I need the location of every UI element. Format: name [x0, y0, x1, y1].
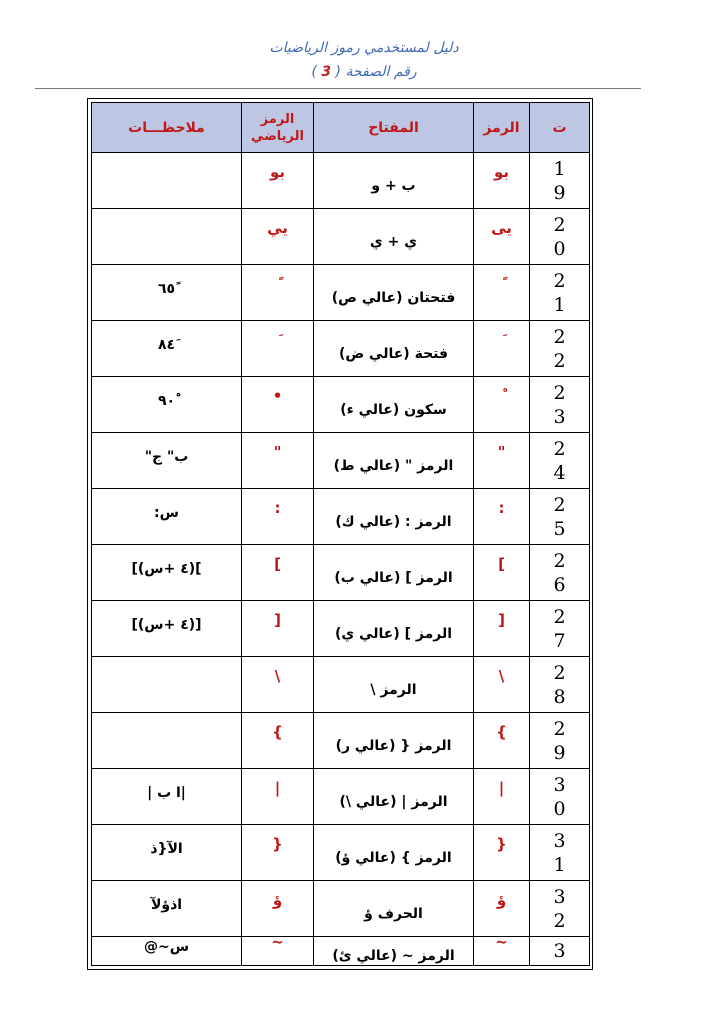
index-cell [530, 545, 590, 601]
key-cell [314, 489, 474, 545]
header-divider [35, 88, 641, 89]
index-cell [530, 881, 590, 937]
math-symbol-text: " [273, 442, 282, 461]
math-symbol-cell [242, 433, 314, 489]
symbol-text: [ [498, 610, 505, 629]
table-row [92, 825, 590, 881]
symbol-cell [474, 153, 530, 209]
math-symbol-text: [ [274, 610, 281, 629]
key-text: الرمز } (عالي ؤ) [335, 849, 452, 866]
math-symbol-cell [242, 881, 314, 937]
key-cell [314, 209, 474, 265]
symbol-cell [474, 657, 530, 713]
symbol-text: ؤ [496, 890, 507, 909]
symbol-cell [474, 769, 530, 825]
notes-cell [92, 209, 242, 265]
math-symbol-cell [242, 713, 314, 769]
index-text: 2 6 [553, 549, 566, 596]
symbol-cell [474, 433, 530, 489]
notes-cell [92, 713, 242, 769]
index-cell [530, 433, 590, 489]
document-title: دليل لمستخدمي رموز الرياضيات [269, 40, 459, 56]
key-cell [314, 321, 474, 377]
table-row [92, 937, 590, 966]
symbol-cell [474, 489, 530, 545]
notes-text: س~@ [143, 939, 190, 955]
table-row [92, 265, 590, 321]
notes-text: [(٤ +س)] [131, 616, 202, 633]
math-symbol-text: ؤ [272, 890, 283, 909]
notes-cell [92, 489, 242, 545]
key-cell [314, 433, 474, 489]
index-text: 3 0 [553, 773, 566, 820]
index-text: 2 8 [553, 661, 566, 708]
notes-cell [92, 433, 242, 489]
index-text: 2 0 [553, 213, 566, 260]
math-symbol-cell [242, 489, 314, 545]
symbol-text: } [496, 722, 507, 741]
math-symbol-text: بو [269, 162, 286, 181]
key-cell [314, 769, 474, 825]
notes-text: ٩٠ْ [157, 392, 176, 409]
math-symbol-text: • [272, 386, 283, 405]
symbols-table-frame [87, 98, 593, 970]
notes-cell [92, 265, 242, 321]
table-row [92, 153, 590, 209]
notes-cell [92, 881, 242, 937]
symbol-cell [474, 265, 530, 321]
key-text: الرمز ] (عالي ي) [334, 625, 453, 642]
key-text: الحرف ؤ [364, 905, 423, 922]
symbol-cell [474, 601, 530, 657]
math-symbol-text: يي [267, 218, 288, 237]
index-cell [530, 377, 590, 433]
math-symbol-cell [242, 377, 314, 433]
symbols-table [91, 102, 590, 966]
index-cell [530, 825, 590, 881]
math-symbol-cell [242, 937, 314, 966]
notes-cell [92, 545, 242, 601]
table-row [92, 601, 590, 657]
key-text: ي + ي [369, 233, 418, 250]
index-text: 3 [553, 940, 566, 962]
symbol-cell [474, 377, 530, 433]
table-row [92, 713, 590, 769]
table-row [92, 881, 590, 937]
page-label: رقم الصفحة ( [335, 64, 417, 80]
symbol-cell [474, 825, 530, 881]
key-text: سكون (عالي ء) [340, 401, 447, 418]
key-cell [314, 881, 474, 937]
notes-cell [92, 769, 242, 825]
math-symbol-text: | [274, 778, 281, 797]
symbol-text: : [498, 498, 505, 517]
math-symbol-cell [242, 769, 314, 825]
index-cell [530, 209, 590, 265]
symbol-text: يى [491, 218, 512, 237]
math-symbol-cell [242, 601, 314, 657]
key-text: الرمز ] (عالي ب) [334, 569, 453, 586]
symbol-text: ~ [495, 936, 508, 951]
table-header-row [92, 103, 590, 153]
index-cell [530, 657, 590, 713]
key-text: ب + و [371, 177, 416, 194]
math-symbol-text: \ [274, 666, 281, 685]
index-cell [530, 265, 590, 321]
key-text: الرمز " (عالي ط) [333, 457, 454, 474]
notes-cell [92, 937, 242, 966]
symbol-cell [474, 713, 530, 769]
col-header-key: المفتاح [314, 103, 474, 153]
table-row [92, 769, 590, 825]
table-row [92, 377, 590, 433]
index-text: 2 4 [553, 437, 566, 484]
index-text: 3 1 [553, 829, 566, 876]
math-symbol-text: } [272, 722, 283, 741]
math-symbol-cell [242, 321, 314, 377]
math-symbol-cell [242, 209, 314, 265]
symbol-cell [474, 937, 530, 966]
index-text: 2 5 [553, 493, 566, 540]
page-close: ) [311, 64, 317, 80]
math-symbol-text: : [274, 498, 281, 517]
symbol-text: ] [498, 554, 505, 573]
index-cell [530, 937, 590, 966]
math-symbol-cell [242, 153, 314, 209]
index-text: 2 3 [553, 381, 566, 428]
index-text: 2 7 [553, 605, 566, 652]
index-cell [530, 489, 590, 545]
key-text: فتحة (عالي ض) [338, 345, 449, 362]
notes-cell [92, 321, 242, 377]
notes-cell [92, 601, 242, 657]
math-symbol-cell [242, 545, 314, 601]
math-symbol-cell [242, 825, 314, 881]
symbol-cell [474, 321, 530, 377]
table-row [92, 545, 590, 601]
key-cell [314, 825, 474, 881]
table-row [92, 321, 590, 377]
table-row [92, 489, 590, 545]
notes-cell [92, 657, 242, 713]
symbol-cell [474, 209, 530, 265]
math-symbol-cell [242, 265, 314, 321]
notes-text: ٦٥ً [157, 280, 176, 297]
math-symbol-text: ] [274, 554, 281, 573]
index-text: 2 1 [553, 269, 566, 316]
col-header-notes: ملاحظـــات [92, 103, 242, 153]
notes-cell [92, 153, 242, 209]
key-text: الرمز { (عالي ر) [335, 737, 452, 754]
key-cell [314, 265, 474, 321]
symbol-text: بو [493, 162, 510, 181]
symbol-cell [474, 545, 530, 601]
symbol-cell [474, 881, 530, 937]
index-cell [530, 601, 590, 657]
index-text: 2 9 [553, 717, 566, 764]
key-text: الرمز | (عالي \) [339, 793, 448, 810]
index-cell [530, 153, 590, 209]
index-text: 1 9 [553, 157, 566, 204]
key-cell [314, 713, 474, 769]
col-header-index: ت [530, 103, 590, 153]
table-row [92, 209, 590, 265]
notes-cell [92, 377, 242, 433]
page-number-line [0, 64, 728, 80]
key-cell [314, 601, 474, 657]
key-cell [314, 153, 474, 209]
notes-text: ب" ج" [144, 448, 189, 465]
notes-text: |ا ب | [147, 784, 186, 801]
symbol-text: " [497, 442, 506, 461]
notes-cell [92, 825, 242, 881]
symbol-text: \ [498, 666, 505, 685]
math-symbol-text: ~ [271, 936, 284, 951]
notes-text: س: [154, 504, 179, 521]
table-row [92, 657, 590, 713]
key-text: الرمز ~ (عالي ئ) [332, 948, 455, 964]
table-body [92, 153, 590, 966]
index-cell [530, 321, 590, 377]
math-symbol-text: { [272, 834, 283, 853]
index-cell [530, 713, 590, 769]
symbol-text: | [498, 778, 505, 797]
math-symbol-cell [242, 657, 314, 713]
key-cell [314, 377, 474, 433]
index-text: 3 2 [553, 885, 566, 932]
page-number: 3 [321, 64, 332, 80]
notes-text: اذؤلآ [150, 896, 183, 913]
index-text: 2 2 [553, 325, 566, 372]
table-row [92, 433, 590, 489]
key-cell [314, 657, 474, 713]
notes-text: الآ{ذ [150, 840, 183, 857]
notes-text: ٨٤َ [157, 336, 176, 353]
notes-text: ](٤ +س)] [131, 560, 202, 577]
key-cell [314, 937, 474, 966]
index-cell [530, 769, 590, 825]
key-text: الرمز \ [370, 681, 417, 698]
key-text: الرمز : (عالي ك) [335, 513, 452, 530]
col-header-math-symbol: الرمز الرياضي [242, 103, 314, 153]
col-header-symbol: الرمز [474, 103, 530, 153]
key-cell [314, 545, 474, 601]
symbol-text: { [496, 834, 507, 853]
key-text: فتحتان (عالي ص) [331, 289, 456, 306]
